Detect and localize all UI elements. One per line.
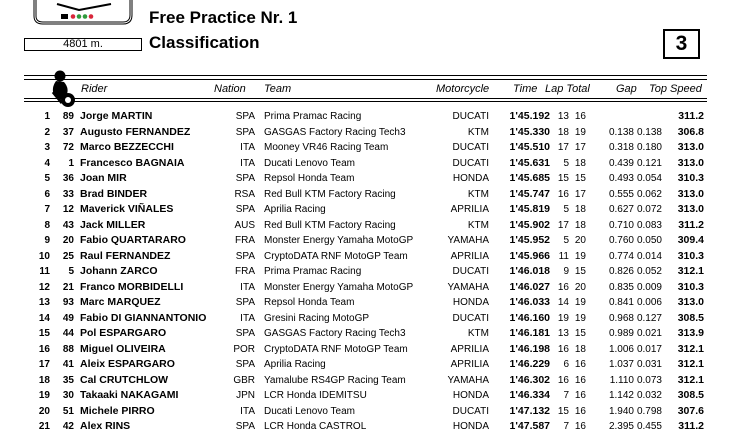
table-row [0, 388, 730, 404]
cell-rider-number: 12 [62, 204, 74, 215]
cell-total-laps: 17 [574, 188, 586, 200]
cell-gap-first: 1.110 [609, 374, 634, 386]
cell-total-laps: 16 [574, 359, 586, 370]
cell-gap-previous: 0.455 [636, 421, 662, 432]
cell-rider-number: 93 [62, 297, 74, 308]
cell-rider-name: Alex RINS [80, 420, 131, 432]
cell-position: 4 [44, 157, 50, 169]
table-row [0, 233, 730, 249]
cell-motorcycle: DUCATI [452, 111, 489, 122]
cell-time: 1'46.018 [509, 265, 550, 277]
cell-motorcycle: YAMAHA [447, 235, 489, 246]
cell-rider-number: 5 [68, 266, 74, 277]
cell-gap-first: 1.940 [608, 405, 634, 417]
cell-nation: AUS [234, 219, 255, 231]
cell-nation: SPA [235, 126, 255, 138]
table-row [0, 218, 730, 234]
cell-top-speed: 312.1 [677, 358, 704, 370]
table-row [0, 109, 730, 125]
cell-gap-first: 0.826 [608, 266, 634, 277]
cell-motorcycle: YAMAHA [447, 374, 489, 386]
cell-gap-previous: 0.031 [636, 359, 662, 370]
cell-total-laps: 18 [574, 157, 586, 169]
cell-total-laps: 19 [574, 297, 586, 308]
cell-gap-previous: 0.032 [636, 390, 662, 401]
cell-lap: 13 [557, 111, 569, 122]
cell-rider-name: Marc MARQUEZ [80, 296, 161, 308]
cell-lap: 5 [563, 204, 569, 215]
cell-gap-previous: 0.121 [636, 157, 662, 169]
cell-motorcycle: HONDA [452, 173, 489, 184]
cell-rider-number: 35 [62, 374, 74, 386]
cell-lap: 15 [557, 405, 569, 417]
cell-rider-name: Joan MIR [80, 172, 127, 184]
cell-gap-previous: 0.083 [636, 219, 662, 231]
cell-gap-first: 0.318 [608, 142, 634, 153]
cell-rider-name: Maverick VIÑALES [80, 203, 174, 215]
cell-total-laps: 19 [574, 312, 586, 324]
cell-rider-number: 25 [62, 250, 74, 262]
cell-gap-previous: 0.062 [636, 188, 662, 200]
cell-nation: ITA [240, 157, 255, 169]
cell-nation: FRA [235, 235, 255, 246]
cell-gap-previous: 0.006 [636, 297, 662, 308]
cell-total-laps: 16 [574, 111, 586, 122]
cell-motorcycle: KTM [467, 188, 489, 200]
track-length: 4801 m. [24, 38, 142, 51]
cell-time: 1'45.747 [509, 187, 550, 200]
cell-time: 1'46.181 [509, 327, 550, 339]
cell-position: 3 [44, 142, 50, 153]
cell-total-laps: 19 [574, 250, 586, 262]
table-row [0, 187, 730, 203]
cell-top-speed: 313.0 [677, 187, 704, 200]
cell-nation: ITA [240, 142, 255, 153]
cell-team: Monster Energy Yamaha MotoGP [264, 281, 414, 293]
cell-top-speed: 310.3 [677, 249, 704, 262]
table-row [0, 202, 730, 218]
cell-gap-previous: 0.798 [636, 405, 662, 417]
cell-total-laps: 17 [574, 142, 586, 153]
cell-motorcycle: APRILIA [450, 343, 489, 355]
cell-nation: SPA [235, 328, 255, 339]
cell-lap: 6 [563, 359, 569, 370]
cell-position: 8 [44, 219, 50, 231]
cell-rider-name: Francesco BAGNAIA [80, 156, 185, 169]
cell-rider-number: 51 [62, 405, 74, 417]
cell-gap-first: 0.555 [608, 188, 634, 200]
cell-top-speed: 307.6 [677, 404, 704, 417]
cell-team: Mooney VR46 Racing Team [264, 142, 389, 153]
cell-position: 1 [44, 111, 50, 122]
cell-rider-name: Jorge MARTIN [80, 110, 153, 122]
cell-gap-first: 1.006 [608, 343, 634, 355]
cell-rider-number: 44 [62, 328, 74, 339]
cell-total-laps: 18 [574, 219, 586, 231]
cell-position: 9 [44, 235, 50, 246]
cell-gap-previous: 0.073 [636, 374, 662, 386]
cell-time: 1'45.966 [509, 249, 550, 262]
cell-gap-first: 0.138 [608, 126, 634, 138]
col-lap-total: Lap Total [545, 83, 590, 95]
cell-motorcycle: APRILIA [450, 359, 489, 370]
cell-total-laps: 15 [574, 173, 586, 184]
cell-rider-number: 42 [62, 421, 74, 432]
cell-nation: SPA [235, 111, 255, 122]
cell-gap-first: 0.968 [608, 312, 634, 324]
cell-rider-number: 41 [62, 359, 74, 370]
cell-nation: SPA [235, 421, 255, 432]
table-row [0, 342, 730, 358]
cell-team: Prima Pramac Racing [264, 266, 362, 277]
cell-time: 1'45.685 [509, 172, 550, 184]
cell-total-laps: 20 [574, 235, 586, 246]
cell-top-speed: 312.1 [677, 265, 704, 277]
cell-total-laps: 18 [574, 343, 586, 355]
cell-lap: 16 [557, 374, 569, 386]
cell-top-speed: 311.2 [678, 218, 704, 231]
cell-position: 21 [38, 421, 50, 432]
cell-rider-name: Johann ZARCO [80, 265, 158, 277]
cell-nation: SPA [235, 297, 255, 308]
cell-rider-number: 20 [62, 235, 74, 246]
cell-time: 1'45.330 [509, 125, 550, 138]
cell-team: GASGAS Factory Racing Tech3 [264, 126, 406, 138]
cell-nation: JPN [236, 390, 255, 401]
cell-motorcycle: HONDA [452, 390, 489, 401]
cell-time: 1'46.160 [509, 311, 550, 324]
cell-nation: SPA [235, 359, 255, 370]
col-gap: Gap [616, 83, 637, 95]
cell-lap: 7 [563, 421, 569, 432]
cell-top-speed: 313.0 [677, 296, 704, 308]
cell-gap-previous: 0.180 [636, 142, 662, 153]
cell-position: 12 [38, 281, 50, 293]
cell-top-speed: 311.2 [678, 110, 704, 122]
cell-time: 1'46.033 [509, 296, 550, 308]
cell-gap-first: 0.835 [608, 281, 634, 293]
cell-gap-previous: 0.017 [636, 343, 662, 355]
cell-total-laps: 18 [574, 204, 586, 215]
cell-time: 1'46.334 [509, 389, 550, 401]
cell-rider-name: Augusto FERNANDEZ [80, 125, 191, 138]
col-rider: Rider [81, 83, 108, 95]
cell-lap: 17 [557, 219, 569, 231]
cell-lap: 16 [557, 281, 569, 293]
cell-position: 17 [38, 359, 50, 370]
table-row [0, 140, 730, 156]
cell-time: 1'45.819 [509, 203, 550, 215]
cell-rider-number: 72 [62, 142, 74, 153]
cell-time: 1'45.510 [509, 141, 550, 153]
cell-rider-name: Raul FERNANDEZ [80, 249, 171, 262]
header-rule-bottom [24, 101, 707, 102]
cell-position: 11 [39, 266, 50, 277]
cell-lap: 19 [557, 312, 569, 324]
cell-position: 7 [44, 204, 50, 215]
cell-top-speed: 310.3 [677, 280, 704, 293]
table-row [0, 125, 730, 141]
cell-team: Aprilia Racing [264, 204, 326, 215]
col-nation: Nation [214, 83, 246, 95]
cell-time: 1'46.229 [509, 358, 550, 370]
cell-lap: 14 [557, 297, 569, 308]
cell-rider-number: 37 [62, 126, 74, 138]
cell-gap-first: 1.142 [608, 390, 634, 401]
cell-motorcycle: DUCATI [452, 266, 489, 277]
cell-gap-previous: 0.127 [636, 312, 662, 324]
table-row [0, 264, 730, 280]
cell-motorcycle: APRILIA [450, 250, 489, 262]
cell-lap: 16 [557, 188, 569, 200]
cell-motorcycle: DUCATI [452, 312, 489, 324]
cell-rider-number: 49 [62, 312, 74, 324]
cell-rider-name: Marco BEZZECCHI [80, 141, 174, 153]
cell-gap-first: 0.760 [608, 235, 634, 246]
cell-rider-name: Brad BINDER [80, 187, 148, 200]
cell-team: Ducati Lenovo Team [264, 157, 355, 169]
cell-position: 18 [38, 374, 50, 386]
cell-top-speed: 308.5 [677, 389, 704, 401]
cell-nation: FRA [235, 266, 255, 277]
cell-motorcycle: HONDA [452, 421, 489, 432]
cell-team: CryptoDATA RNF MotoGP Team [264, 343, 408, 355]
cell-total-laps: 20 [574, 281, 586, 293]
cell-team: CryptoDATA RNF MotoGP Team [264, 250, 408, 262]
cell-team: GASGAS Factory Racing Tech3 [264, 328, 406, 339]
cell-motorcycle: DUCATI [452, 157, 489, 169]
cell-position: 15 [38, 328, 50, 339]
cell-time: 1'45.902 [509, 218, 550, 231]
cell-motorcycle: APRILIA [450, 204, 489, 215]
cell-team: Repsol Honda Team [264, 173, 355, 184]
cell-total-laps: 15 [574, 266, 586, 277]
track-map-icon [27, 0, 139, 26]
cell-gap-first: 0.710 [608, 219, 634, 231]
cell-lap: 7 [563, 390, 569, 401]
cell-total-laps: 16 [574, 405, 586, 417]
cell-rider-name: Takaaki NAKAGAMI [80, 389, 179, 401]
cell-top-speed: 313.0 [677, 141, 704, 153]
cell-time: 1'46.302 [509, 373, 550, 386]
page-subtitle: Classification [149, 33, 260, 52]
col-time: Time [513, 83, 538, 95]
cell-total-laps: 16 [574, 421, 586, 432]
motorcycle-rider-icon [48, 68, 78, 108]
cell-team: Red Bull KTM Factory Racing [264, 188, 396, 200]
table-row [0, 156, 730, 172]
table-row [0, 404, 730, 420]
cell-gap-previous: 0.054 [636, 173, 662, 184]
table-row [0, 280, 730, 296]
cell-motorcycle: HONDA [452, 297, 489, 308]
cell-nation: POR [233, 343, 255, 355]
cell-gap-first: 0.439 [608, 157, 634, 169]
cell-rider-name: Franco MORBIDELLI [80, 280, 184, 293]
cell-rider-number: 30 [62, 390, 74, 401]
cell-lap: 17 [557, 142, 569, 153]
cell-time: 1'47.587 [509, 420, 550, 432]
table-row [0, 357, 730, 373]
cell-nation: ITA [240, 281, 255, 293]
cell-rider-number: 89 [62, 111, 74, 122]
cell-rider-number: 21 [62, 281, 74, 293]
cell-top-speed: 312.1 [677, 342, 704, 355]
cell-motorcycle: DUCATI [452, 405, 489, 417]
cell-total-laps: 16 [574, 390, 586, 401]
cell-time: 1'45.192 [509, 110, 550, 122]
header-rule-bottom-inner [24, 98, 707, 99]
cell-top-speed: 313.0 [677, 203, 704, 215]
page-title: Free Practice Nr. 1 [149, 8, 298, 27]
cell-total-laps: 15 [574, 328, 586, 339]
cell-top-speed: 309.4 [677, 234, 704, 246]
table-row [0, 295, 730, 311]
cell-nation: SPA [235, 250, 255, 262]
cell-nation: SPA [235, 173, 255, 184]
cell-rider-number: 1 [68, 157, 74, 169]
cell-gap-first: 0.989 [608, 328, 634, 339]
cell-gap-first: 0.627 [608, 204, 634, 215]
cell-team: Ducati Lenovo Team [264, 405, 355, 417]
cell-motorcycle: KTM [467, 219, 489, 231]
cell-lap: 18 [557, 126, 569, 138]
cell-time: 1'45.952 [509, 234, 550, 246]
cell-top-speed: 312.1 [677, 373, 704, 386]
cell-time: 1'45.631 [509, 156, 550, 169]
cell-gap-previous: 0.138 [636, 126, 662, 138]
cell-team: Red Bull KTM Factory Racing [264, 219, 396, 231]
cell-top-speed: 311.2 [678, 420, 704, 432]
cell-position: 5 [44, 173, 50, 184]
cell-team: LCR Honda IDEMITSU [264, 390, 367, 401]
cell-gap-first: 2.395 [608, 421, 634, 432]
table-row [0, 171, 730, 187]
cell-total-laps: 19 [574, 126, 586, 138]
cell-lap: 5 [563, 235, 569, 246]
cell-rider-number: 88 [62, 343, 74, 355]
cell-rider-name: Fabio QUARTARARO [80, 234, 186, 246]
cell-nation: ITA [240, 405, 255, 417]
cell-top-speed: 308.5 [677, 311, 704, 324]
table-row [0, 311, 730, 327]
cell-team: Gresini Racing MotoGP [264, 312, 370, 324]
cell-gap-first: 0.841 [608, 297, 634, 308]
cell-time: 1'46.198 [509, 342, 550, 355]
cell-position: 20 [38, 405, 50, 417]
cell-top-speed: 306.8 [677, 125, 704, 138]
cell-team: Aprilia Racing [264, 359, 326, 370]
cell-rider-name: Jack MILLER [80, 218, 146, 231]
col-team: Team [264, 83, 292, 95]
cell-rider-name: Miguel OLIVEIRA [80, 342, 166, 355]
cell-gap-previous: 0.050 [636, 235, 662, 246]
cell-position: 14 [38, 312, 50, 324]
cell-lap: 5 [563, 157, 569, 169]
cell-time: 1'47.132 [509, 404, 550, 417]
table-row [0, 419, 730, 435]
cell-position: 6 [44, 188, 50, 200]
cell-team: Yamalube RS4GP Racing Team [264, 374, 406, 386]
cell-rider-name: Aleix ESPARGARO [80, 358, 175, 370]
table-row [0, 373, 730, 389]
cell-motorcycle: KTM [467, 328, 489, 339]
cell-lap: 16 [557, 343, 569, 355]
cell-motorcycle: YAMAHA [447, 281, 489, 293]
header-rule-top-inner [24, 79, 707, 80]
cell-nation: ITA [240, 312, 255, 324]
cell-position: 19 [38, 390, 50, 401]
table-row [0, 326, 730, 342]
cell-gap-previous: 0.021 [636, 328, 662, 339]
cell-rider-name: Fabio DI GIANNANTONIO [80, 311, 207, 324]
classification-table [0, 109, 730, 435]
cell-position: 13 [38, 297, 50, 308]
cell-gap-first: 1.037 [608, 359, 634, 370]
cell-nation: GBR [233, 374, 255, 386]
cell-rider-number: 43 [62, 219, 74, 231]
cell-gap-first: 0.774 [608, 250, 634, 262]
cell-rider-name: Cal CRUTCHLOW [80, 373, 169, 386]
col-top-speed: Top Speed [649, 83, 702, 95]
col-motorcycle: Motorcycle [436, 83, 490, 95]
cell-motorcycle: KTM [467, 126, 489, 138]
cell-gap-previous: 0.052 [636, 266, 662, 277]
cell-time: 1'46.027 [509, 280, 550, 293]
cell-gap-previous: 0.009 [636, 281, 662, 293]
cell-gap-previous: 0.072 [636, 204, 662, 215]
cell-gap-previous: 0.014 [636, 250, 662, 262]
table-row [0, 249, 730, 265]
cell-rider-number: 36 [62, 173, 74, 184]
cell-motorcycle: DUCATI [452, 142, 489, 153]
cell-lap: 9 [563, 266, 569, 277]
cell-rider-name: Michele PIRRO [80, 404, 155, 417]
cell-position: 10 [38, 250, 50, 262]
cell-team: Monster Energy Yamaha MotoGP [264, 235, 414, 246]
cell-position: 2 [44, 126, 50, 138]
cell-nation: SPA [235, 204, 255, 215]
session-number-badge: 3 [663, 29, 700, 59]
cell-team: Prima Pramac Racing [264, 111, 362, 122]
cell-top-speed: 310.3 [677, 172, 704, 184]
cell-lap: 15 [557, 173, 569, 184]
cell-team: Repsol Honda Team [264, 297, 355, 308]
cell-gap-first: 0.493 [608, 173, 634, 184]
cell-nation: RSA [234, 188, 255, 200]
cell-rider-number: 33 [62, 188, 74, 200]
cell-top-speed: 313.9 [677, 327, 704, 339]
cell-lap: 13 [557, 328, 569, 339]
cell-total-laps: 16 [574, 374, 586, 386]
cell-position: 16 [38, 343, 50, 355]
cell-team: LCR Honda CASTROL [264, 421, 367, 432]
header-rule-top [24, 75, 707, 76]
cell-rider-name: Pol ESPARGARO [80, 327, 167, 339]
cell-top-speed: 313.0 [677, 156, 704, 169]
cell-lap: 11 [558, 250, 569, 262]
